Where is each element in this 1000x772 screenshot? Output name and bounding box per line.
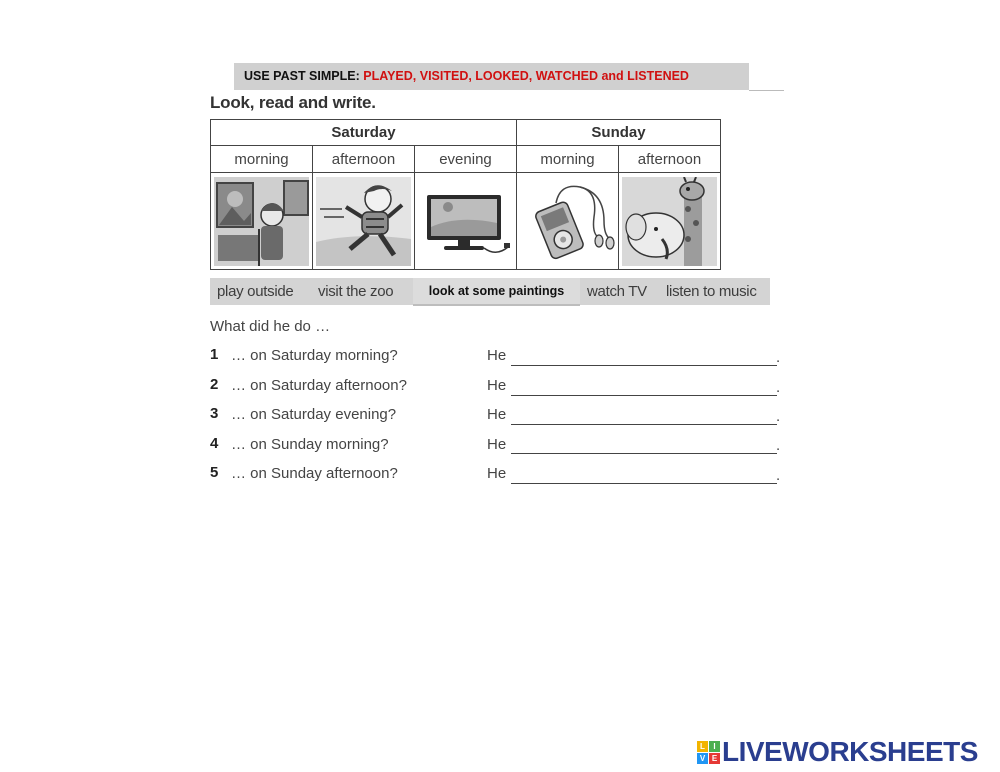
- answer-subject: He: [487, 436, 507, 453]
- banner-underline: [749, 90, 784, 91]
- question-row: [210, 405, 218, 423]
- logo-blocks-icon: [697, 741, 720, 764]
- instruction-verbs: PLAYED, VISITED, LOOKED, WATCHED and LISTENED: [363, 69, 689, 83]
- day-header-saturday: Saturday: [211, 120, 517, 146]
- answer-subject: He: [487, 377, 507, 394]
- question-row: [210, 435, 218, 453]
- answer-blank-3[interactable]: [511, 424, 777, 425]
- question-number: 3: [210, 405, 219, 422]
- question-row: [210, 376, 218, 394]
- logo-block-l: L: [697, 741, 708, 752]
- answer-blank-1[interactable]: [511, 365, 777, 366]
- activity-table: [210, 119, 721, 270]
- answer-period: .: [776, 379, 781, 396]
- slot-sunday-afternoon: afternoon: [619, 146, 721, 173]
- slot-saturday-evening: evening: [415, 146, 517, 173]
- question-number: 1: [210, 346, 219, 363]
- question-row: [210, 346, 218, 364]
- instruction-banner: [234, 63, 749, 90]
- logo-block-i: I: [709, 741, 720, 752]
- logo-block-e: E: [709, 753, 720, 764]
- word-bank-look-at-paintings: look at some paintings: [413, 278, 580, 306]
- tv-picture: [418, 177, 513, 266]
- zoo-animals-picture: [622, 177, 717, 266]
- paintings-picture: [214, 177, 309, 266]
- day-header-sunday: Sunday: [517, 120, 721, 146]
- question-intro: What did he do …: [210, 318, 331, 335]
- answer-period: .: [776, 437, 781, 454]
- answer-blank-4[interactable]: [511, 453, 777, 454]
- question-text: … on Saturday morning?: [231, 347, 398, 364]
- answer-blank-2[interactable]: [511, 395, 777, 396]
- logo-block-v: V: [697, 753, 708, 764]
- running-boy-picture: [316, 177, 411, 266]
- instruction-label: USE PAST SIMPLE:: [244, 69, 364, 83]
- answer-period: .: [776, 349, 781, 366]
- question-row: [210, 464, 218, 482]
- question-text: … on Saturday afternoon?: [231, 377, 407, 394]
- slot-sunday-morning: morning: [517, 146, 619, 173]
- word-bank-watch-tv: watch TV: [587, 283, 647, 300]
- answer-subject: He: [487, 347, 507, 364]
- question-text: … on Sunday afternoon?: [231, 465, 398, 482]
- question-text: … on Sunday morning?: [231, 436, 389, 453]
- word-bank-play-outside: play outside: [217, 283, 294, 300]
- answer-subject: He: [487, 406, 507, 423]
- logo-text: LIVEWORKSHEETS: [722, 736, 978, 767]
- answer-subject: He: [487, 465, 507, 482]
- answer-period: .: [776, 408, 781, 425]
- slot-saturday-morning: morning: [211, 146, 313, 173]
- answer-period: .: [776, 467, 781, 484]
- word-bank-listen-to-music: listen to music: [666, 283, 757, 300]
- word-bank-visit-the-zoo: visit the zoo: [318, 283, 394, 300]
- answer-blank-5[interactable]: [511, 483, 777, 484]
- question-number: 4: [210, 435, 219, 452]
- question-number: 2: [210, 376, 219, 393]
- slot-saturday-afternoon: afternoon: [313, 146, 415, 173]
- question-text: … on Saturday evening?: [231, 406, 397, 423]
- liveworksheets-logo[interactable]: [697, 734, 978, 770]
- music-player-picture: [520, 177, 615, 266]
- question-number: 5: [210, 464, 219, 481]
- exercise-title: Look, read and write.: [210, 93, 376, 112]
